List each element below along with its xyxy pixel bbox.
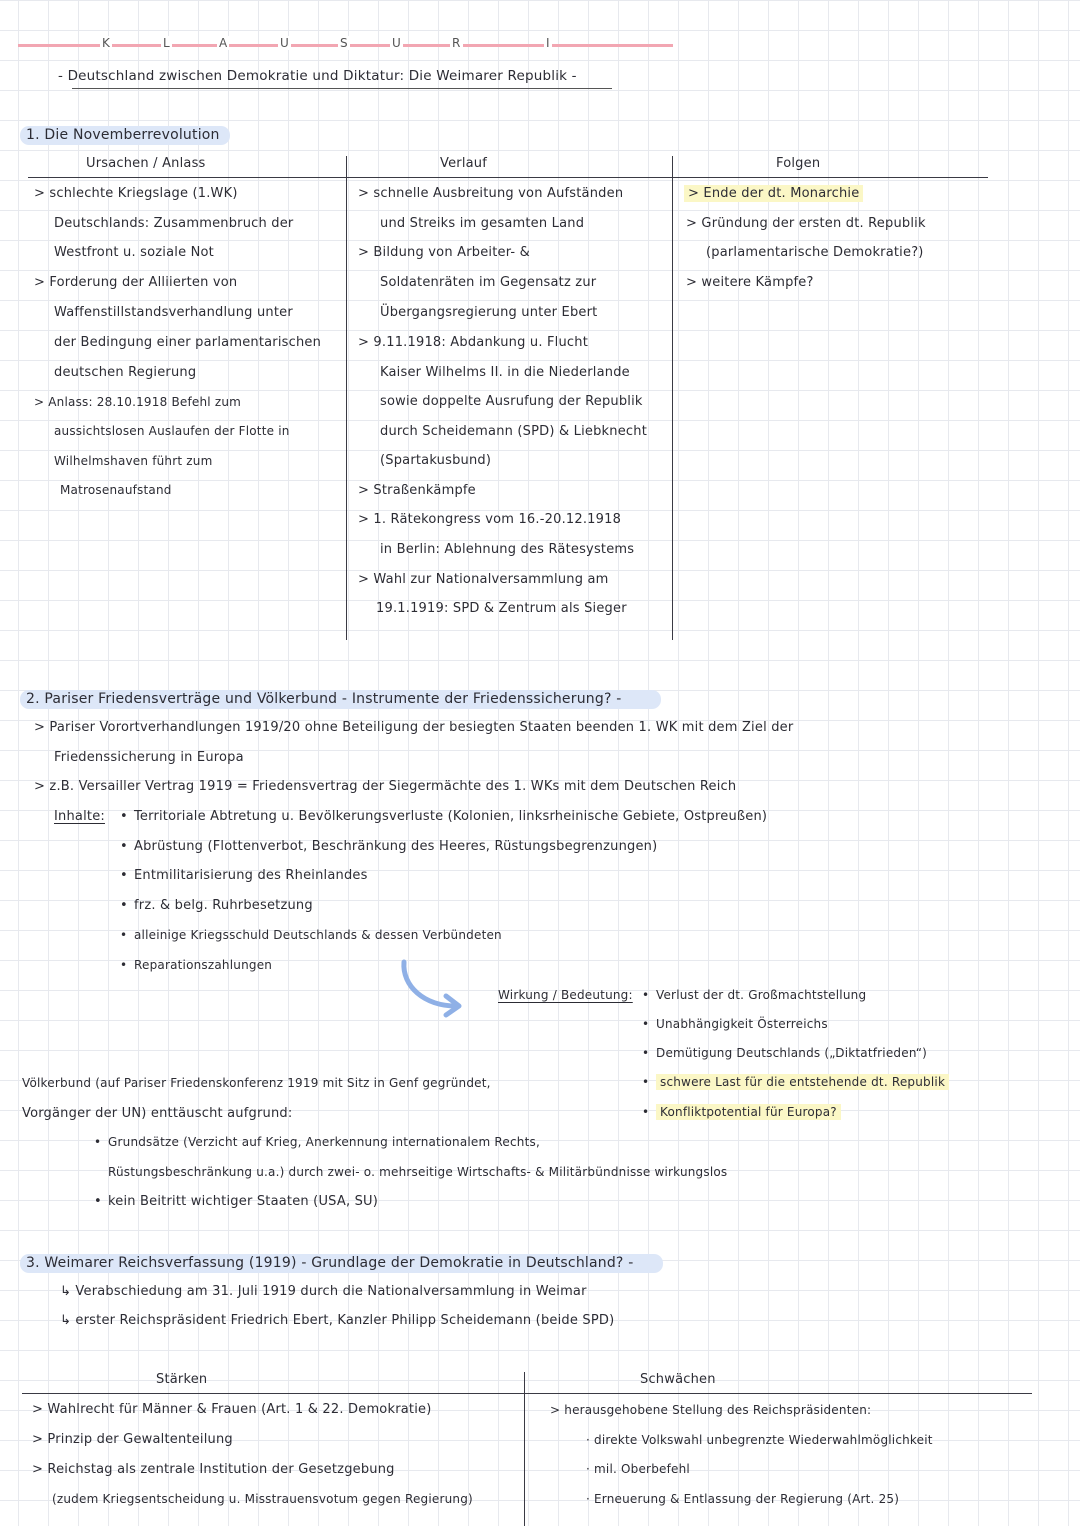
inhalte-item: • Territoriale Abtretung u. Bevölkerungsverluste (Kolonien, linksrheinische Gebiete, Ostpreußen) (120, 809, 768, 824)
table3-header-line (22, 1393, 1032, 1394)
klausur-letter: S (340, 36, 348, 50)
folgen-line: (parlamentarische Demokratie?) (706, 245, 924, 260)
verlauf-line: > Wahl zur Nationalversammlung am (358, 572, 609, 587)
wirkung-text: Verlust der dt. Großmachtstellung (656, 988, 867, 1002)
inhalte-text: alleinige Kriegsschuld Deutschlands & dessen Verbündeten (134, 928, 502, 942)
wirkung-text: Unabhängigkeit Österreichs (656, 1017, 828, 1031)
ursachen-line: aussichtslosen Auslaufen der Flotte in (54, 424, 290, 438)
col-header-staerken: Stärken (156, 1372, 208, 1387)
sec2-line: Friedenssicherung in Europa (54, 750, 244, 765)
folgen-line: > Ende der dt. Monarchie (684, 185, 863, 202)
col-header-verlauf: Verlauf (440, 156, 488, 171)
schwaechen-line: · direkte Volkswahl unbegrenzte Wiederwahlmöglichkeit (586, 1433, 933, 1447)
section1-heading: 1. Die Novemberrevolution (20, 126, 230, 145)
verlauf-line: 19.1.1919: SPD & Zentrum als Sieger (376, 601, 627, 616)
voelkerbund-text: Grundsätze (Verzicht auf Krieg, Anerkennung internationalem Rechts, (108, 1135, 540, 1149)
verlauf-line: > Bildung von Arbeiter- & (358, 245, 530, 260)
staerken-line: > Reichstag als zentrale Institution der Gesetzgebung (32, 1462, 395, 1477)
verlauf-line: > 1. Rätekongress vom 16.-20.12.1918 (358, 512, 622, 527)
table1-divider-2 (672, 156, 673, 640)
wirkung-text: schwere Last für die entstehende dt. Republik (656, 1074, 949, 1090)
folgen-line: > weitere Kämpfe? (686, 275, 814, 290)
voelkerbund-item (94, 1165, 727, 1179)
col-header-schwaechen: Schwächen (640, 1372, 716, 1387)
klausur-letter: R (452, 36, 461, 50)
verlauf-line: Kaiser Wilhelms II. in die Niederlande (380, 365, 630, 380)
inhalte-text: Reparationszahlungen (134, 958, 273, 972)
wirkung-item: • Unabhängigkeit Österreichs (642, 1017, 828, 1031)
klausur-letter: U (280, 36, 289, 50)
voelkerbund-line: Vorgänger der UN) enttäuscht aufgrund: (22, 1106, 293, 1121)
staerken-line: > Prinzip der Gewaltenteilung (32, 1432, 233, 1447)
inhalte-item: • alleinige Kriegsschuld Deutschlands & dessen Verbündeten (120, 928, 502, 942)
schwaechen-line: · mil. Oberbefehl (586, 1462, 690, 1476)
table1-divider-1 (346, 156, 347, 640)
inhalte-text: frz. & belg. Ruhrbesetzung (134, 898, 313, 913)
curved-arrow-icon (396, 956, 468, 1018)
title-underline (72, 88, 612, 89)
wirkung-text: Demütigung Deutschlands („Diktatfrieden“) (656, 1046, 928, 1060)
voelkerbund-item: • Grundsätze (Verzicht auf Krieg, Anerkennung internationalem Rechts, (94, 1135, 540, 1149)
ursachen-line: > Forderung der Alliierten von (34, 275, 238, 290)
ursachen-line: Waffenstillstandsverhandlung unter (54, 305, 293, 320)
sec3-arrow-line: ↳ erster Reichspräsident Friedrich Ebert, Kanzler Philipp Scheidemann (beide SPD) (60, 1313, 615, 1328)
inhalte-item: • Entmilitarisierung des Rheinlandes (120, 868, 368, 883)
inhalte-text: Territoriale Abtretung u. Bevölkerungsverluste (Kolonien, linksrheinische Gebiete, Ostpreußen) (134, 809, 768, 824)
wirkung-item: • Konfliktpotential für Europa? (642, 1105, 841, 1119)
ursachen-line: Wilhelmshaven führt zum (54, 454, 213, 468)
verlauf-line: in Berlin: Ablehnung des Rätesystems (380, 542, 635, 557)
wirkung-item: • Verlust der dt. Großmachtstellung (642, 988, 867, 1002)
klausur-letter: A (219, 36, 228, 50)
klausur-letter: I (546, 36, 550, 50)
inhalte-text: Entmilitarisierung des Rheinlandes (134, 868, 368, 883)
folgen-line: > Gründung der ersten dt. Republik (686, 216, 926, 231)
ursachen-line: > schlechte Kriegslage (1.WK) (34, 186, 238, 201)
page-title: - Deutschland zwischen Demokratie und Diktatur: Die Weimarer Republik - (58, 68, 577, 84)
verlauf-line: durch Scheidemann (SPD) & Liebknecht (380, 424, 648, 439)
wirkung-item: • Demütigung Deutschlands („Diktatfrieden“) (642, 1046, 928, 1060)
ursachen-line: > Anlass: 28.10.1918 Befehl zum (34, 395, 242, 409)
verlauf-line: > schnelle Ausbreitung von Aufständen (358, 186, 624, 201)
sec3-arrow-line: ↳ Verabschiedung am 31. Juli 1919 durch die Nationalversammlung in Weimar (60, 1284, 587, 1299)
inhalte-item: • Abrüstung (Flottenverbot, Beschränkung des Heeres, Rüstungsbegrenzungen) (120, 839, 658, 854)
table3-divider (524, 1372, 525, 1526)
inhalte-item: • Reparationszahlungen (120, 958, 273, 972)
wirkung-label: Wirkung / Bedeutung: (498, 988, 633, 1002)
schwaechen-line: · Erneuerung & Entlassung der Regierung (Art. 25) (586, 1492, 900, 1506)
ursachen-line: deutschen Regierung (54, 365, 197, 380)
ursachen-line: Matrosenaufstand (60, 483, 172, 497)
section2-heading: 2. Pariser Friedensverträge und Völkerbund - Instrumente der Friedenssicherung? - (20, 690, 661, 709)
sec2-line: > z.B. Versailler Vertrag 1919 = Friedensvertrag der Siegermächte des 1. WKs mit dem Deutschen Reich (34, 779, 737, 794)
verlauf-line: und Streiks im gesamten Land (380, 216, 585, 231)
verlauf-line: (Spartakusbund) (380, 453, 492, 468)
voelkerbund-text: kein Beitritt wichtiger Staaten (USA, SU) (108, 1194, 379, 1209)
inhalte-text: Abrüstung (Flottenverbot, Beschränkung des Heeres, Rüstungsbegrenzungen) (134, 839, 658, 854)
voelkerbund-text: Rüstungsbeschränkung u.a.) durch zwei- o. mehrseitige Wirtschafts- & Militärbündnisse wirkungslos (108, 1165, 728, 1179)
wirkung-text: Konfliktpotential für Europa? (656, 1104, 841, 1120)
inhalte-label: Inhalte: (54, 809, 105, 824)
inhalte-item: • frz. & belg. Ruhrbesetzung (120, 898, 313, 913)
wirkung-item: • schwere Last für die entstehende dt. Republik (642, 1075, 949, 1089)
ursachen-line: Deutschlands: Zusammenbruch der (54, 216, 294, 231)
verlauf-line: > 9.11.1918: Abdankung u. Flucht (358, 335, 589, 350)
klausur-banner (18, 36, 673, 54)
staerken-line: > Wahlrecht für Männer & Frauen (Art. 1 & 22. Demokratie) (32, 1402, 432, 1417)
verlauf-line: sowie doppelte Ausrufung der Republik (380, 394, 643, 409)
sec2-line: > Pariser Vorortverhandlungen 1919/20 ohne Beteiligung der besiegten Staaten beenden 1. WK mit dem Ziel der (34, 720, 794, 735)
klausur-letter: L (163, 36, 170, 50)
verlauf-line: Soldatenräten im Gegensatz zur (380, 275, 597, 290)
verlauf-line: > Straßenkämpfe (358, 483, 476, 498)
col-header-ursachen: Ursachen / Anlass (86, 156, 206, 171)
klausur-letter: K (102, 36, 111, 50)
col-header-folgen: Folgen (776, 156, 821, 171)
verlauf-line: Übergangsregierung unter Ebert (380, 305, 598, 320)
ursachen-line: der Bedingung einer parlamentarischen (54, 335, 322, 350)
voelkerbund-item: • kein Beitritt wichtiger Staaten (USA, SU) (94, 1194, 379, 1209)
ursachen-line: Westfront u. soziale Not (54, 245, 214, 260)
klausur-letter: U (392, 36, 401, 50)
section3-heading: 3. Weimarer Reichsverfassung (1919) - Grundlage der Demokratie in Deutschland? - (20, 1254, 663, 1273)
staerken-line: (zudem Kriegsentscheidung u. Misstrauensvotum gegen Regierung) (52, 1492, 473, 1506)
table1-header-line (28, 177, 988, 178)
voelkerbund-line: Völkerbund (auf Pariser Friedenskonferenz 1919 mit Sitz in Genf gegründet, (22, 1076, 491, 1090)
schwaechen-head: > herausgehobene Stellung des Reichspräsidenten: (550, 1403, 872, 1417)
